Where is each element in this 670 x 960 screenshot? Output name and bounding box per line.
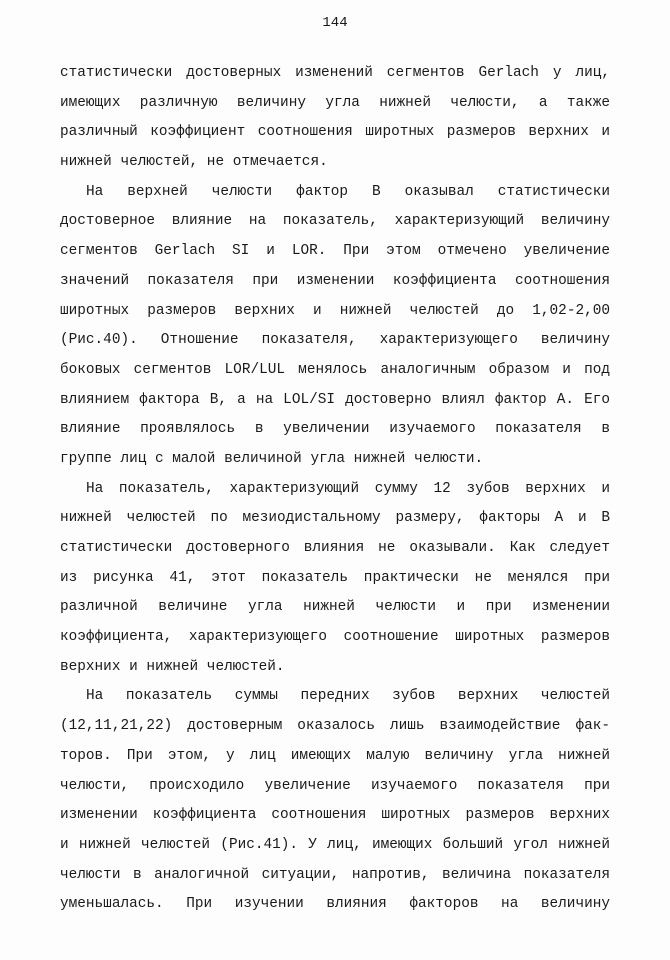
text-line: челюсти, происходило увеличение изучаемого показателя при bbox=[60, 777, 610, 794]
text-line: боковых сегментов LOR/LUL менялось аналогичным образом и под bbox=[60, 361, 610, 378]
body-text bbox=[60, 59, 610, 920]
text-line: На показатель, характеризующий сумму 12 зубов верхних и bbox=[86, 480, 610, 497]
text-line: влиянием фактора В, а на LOL/SI достоверно влиял фактор А. Его bbox=[60, 391, 610, 408]
text-line: нижней челюстей по мезиодистальному размеру, факторы А и В bbox=[60, 510, 610, 527]
text-line: изменении коэффициента соотношения широтных размеров верхних bbox=[60, 807, 610, 824]
text-line: достоверное влияние на показатель, характеризующий величину bbox=[60, 213, 610, 230]
text-line: группе лиц с малой величиной угла нижней челюсти. bbox=[60, 450, 484, 467]
text-line: торов. При этом, у лиц имеющих малую величину угла нижней bbox=[60, 747, 610, 764]
text-line: (Рис.40). Отношение показателя, характеризующего величину bbox=[60, 332, 610, 349]
text-line: значений показателя при изменении коэффициента соотношения bbox=[60, 272, 610, 289]
text-line: На верхней челюсти фактор В оказывал статистически bbox=[86, 183, 610, 200]
text-line: статистически достоверных изменений сегментов Gerlach у лиц, bbox=[60, 65, 610, 81]
text-line: различный коэффициент соотношения широтных размеров верхних и bbox=[60, 124, 610, 141]
text-line: различной величине угла нижней челюсти и при изменении bbox=[60, 599, 610, 616]
text-line: влияние проявлялось в увеличении изучаемого показателя в bbox=[60, 421, 610, 438]
text-line: статистически достоверного влияния не оказывали. Как следует bbox=[60, 540, 610, 556]
text-line: На показатель суммы передних зубов верхних челюстей bbox=[86, 688, 610, 705]
paragraph bbox=[60, 682, 610, 920]
text-line: коэффициента, характеризующего соотношение широтных размеров bbox=[60, 629, 610, 646]
paragraph bbox=[60, 475, 610, 683]
text-line: уменьшалась. При изучении влияния факторов на величину bbox=[60, 896, 610, 913]
text-line: сегментов Gerlach SI и LOR. При этом отмечено увеличение bbox=[60, 243, 610, 260]
text-line: имеющих различную величину угла нижней челюсти, а также bbox=[60, 94, 610, 111]
text-line: широтных размеров верхних и нижней челюстей до 1,02-2,00 bbox=[60, 302, 610, 319]
text-line: нижней челюстей, не отмечается. bbox=[60, 154, 328, 171]
text-line: верхних и нижней челюстей. bbox=[60, 658, 285, 675]
text-line: челюсти в аналогичной ситуации, напротив, величина показателя bbox=[60, 866, 610, 883]
text-line: (12,11,21,22) достоверным оказалось лишь взаимодействие фак- bbox=[60, 718, 610, 735]
text-line: и нижней челюстей (Рис.41). У лиц, имеющих больший угол нижней bbox=[60, 836, 610, 853]
paragraph bbox=[60, 59, 610, 178]
text-line: из рисунка 41, этот показатель практически не менялся при bbox=[60, 569, 610, 586]
paragraph bbox=[60, 178, 610, 475]
page-number: 144 bbox=[322, 15, 348, 31]
